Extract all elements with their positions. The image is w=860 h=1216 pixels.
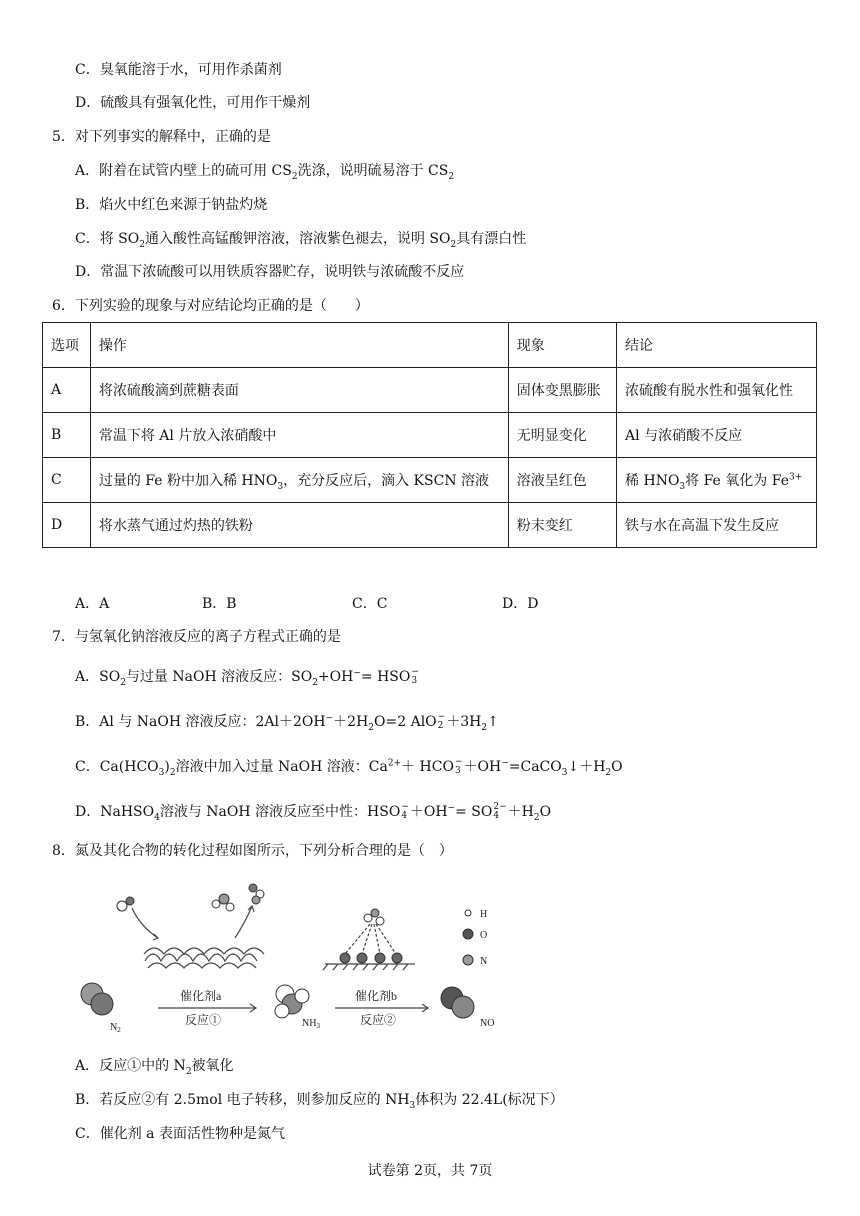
table-row bbox=[43, 368, 817, 413]
n2-label: $N_2$ bbox=[110, 1022, 121, 1034]
reaction-1-label: 反应① bbox=[185, 1013, 222, 1027]
conclusion-cell: Al 与浓硝酸不反应 bbox=[617, 413, 817, 458]
q6-table bbox=[42, 322, 817, 548]
q5-option-b: B．焰火中红色来源于钠盐灼烧 bbox=[75, 197, 268, 213]
legend-o-label: O bbox=[480, 930, 488, 941]
q4-option-d: D．硫酸具有强氧化性，可用作干燥剂 bbox=[75, 95, 311, 111]
table-row bbox=[43, 413, 817, 458]
phenomenon-cell: 溶液呈红色 bbox=[508, 458, 616, 503]
conclusion-cell: 稀 $HNO_3$将 Fe 氧化为 $Fe^{3+}$ bbox=[617, 458, 817, 503]
header-cell: 操作 bbox=[90, 323, 508, 368]
q6-stem: 6．下列实验的现象与对应结论均正确的是（ ） bbox=[52, 298, 369, 314]
conclusion-cell: 浓硫酸有脱水性和强氧化性 bbox=[617, 368, 817, 413]
q7-option-c: C．$Ca(HCO_3)_2$溶液中加入过量 NaOH 溶液：$Ca^{2+}+$ HCO − 3 $+OH^-=CaCO_3↓+H_2O$ bbox=[75, 757, 623, 778]
catalyst-b-label: 催化剂b bbox=[355, 989, 398, 1003]
q7-stem: 7．与氢氧化钠溶液反应的离子方程式正确的是 bbox=[52, 629, 341, 645]
q6-choice-c: C．C bbox=[352, 596, 388, 612]
q7-option-b: B．Al 与 NaOH 溶液反应：$2Al+2OH^-+2H_2O=2$ AlO − 2 $+3H_2↑$ bbox=[75, 712, 499, 733]
q7-option-d: D．NaHSO$_4$溶液与 NaOH 溶液反应至中性：HSO − 4 ＋OH−= SO 2− 4 $+H_2O$ bbox=[75, 802, 552, 823]
nitrogen-conversion-figure bbox=[70, 866, 510, 1036]
operation-cell: 过量的 Fe 粉中加入稀 $HNO_3$，充分反应后，滴入 KSCN 溶液 bbox=[90, 458, 508, 503]
header-cell: 选项 bbox=[43, 323, 91, 368]
q8-option-a: A．反应①中的 $N_2$被氧化 bbox=[75, 1058, 234, 1077]
operation-cell: 将水蒸气通过灼热的铁粉 bbox=[90, 503, 508, 548]
catalyst-a-label: 催化剂a bbox=[180, 989, 222, 1003]
legend-h-label: H bbox=[480, 909, 488, 920]
phenomenon-cell: 粉末变红 bbox=[508, 503, 616, 548]
option-cell: D bbox=[43, 503, 91, 548]
option-cell: A bbox=[43, 368, 91, 413]
q5-option-d: D．常温下浓硫酸可以用铁质容器贮存，说明铁与浓硫酸不反应 bbox=[75, 264, 465, 280]
table-header-row bbox=[43, 323, 817, 368]
operation-cell: 常温下将 Al 片放入浓硝酸中 bbox=[90, 413, 508, 458]
reaction-2-label: 反应② bbox=[360, 1013, 397, 1027]
option-cell: C bbox=[43, 458, 91, 503]
q7-option-a: A．$SO_2$与过量 NaOH 溶液反应：$SO_2+OH^-=$ HSO − 3 bbox=[75, 667, 419, 688]
table-row bbox=[43, 458, 817, 503]
q6-choice-b: B．B bbox=[202, 596, 237, 612]
q5-option-a: A．附着在试管内壁上的硫可用 $CS_2$洗涤，说明硫易溶于 $CS_2$ bbox=[75, 163, 455, 182]
q4-option-c: C．臭氧能溶于水，可用作杀菌剂 bbox=[75, 62, 282, 78]
no-label: NO bbox=[480, 1018, 495, 1029]
nh3-label: $NH_3$ bbox=[302, 1018, 320, 1030]
operation-cell: 将浓硫酸滴到蔗糖表面 bbox=[90, 368, 508, 413]
legend-n-label: N bbox=[480, 956, 488, 967]
phenomenon-cell: 无明显变化 bbox=[508, 413, 616, 458]
q6-choice-d: D．D bbox=[502, 596, 539, 612]
q8-option-c: C．催化剂 a 表面活性物种是氮气 bbox=[75, 1126, 285, 1142]
phenomenon-cell: 固体变黑膨胀 bbox=[508, 368, 616, 413]
q8-stem: 8．氮及其化合物的转化过程如图所示，下列分析合理的是（ ） bbox=[52, 843, 453, 859]
header-cell: 现象 bbox=[508, 323, 616, 368]
conclusion-cell: 铁与水在高温下发生反应 bbox=[617, 503, 817, 548]
header-cell: 结论 bbox=[617, 323, 817, 368]
q6-choice-a: A．A bbox=[75, 596, 110, 612]
q5-option-c: C．将 $SO_2$通入酸性高锰酸钾溶液，溶液紫色褪去，说明 $SO_2$具有漂白性 bbox=[75, 231, 527, 250]
q8-option-b: B．若反应②有 2.5mol 电子转移，则参加反应的 $NH_3$体积为 22.4L(标况下） bbox=[75, 1092, 564, 1111]
page-footer: 试卷第 2页，共 7页 bbox=[367, 1163, 493, 1179]
option-cell: B bbox=[43, 413, 91, 458]
table-row bbox=[43, 503, 817, 548]
q5-stem: 5．对下列事实的解释中，正确的是 bbox=[52, 129, 271, 145]
